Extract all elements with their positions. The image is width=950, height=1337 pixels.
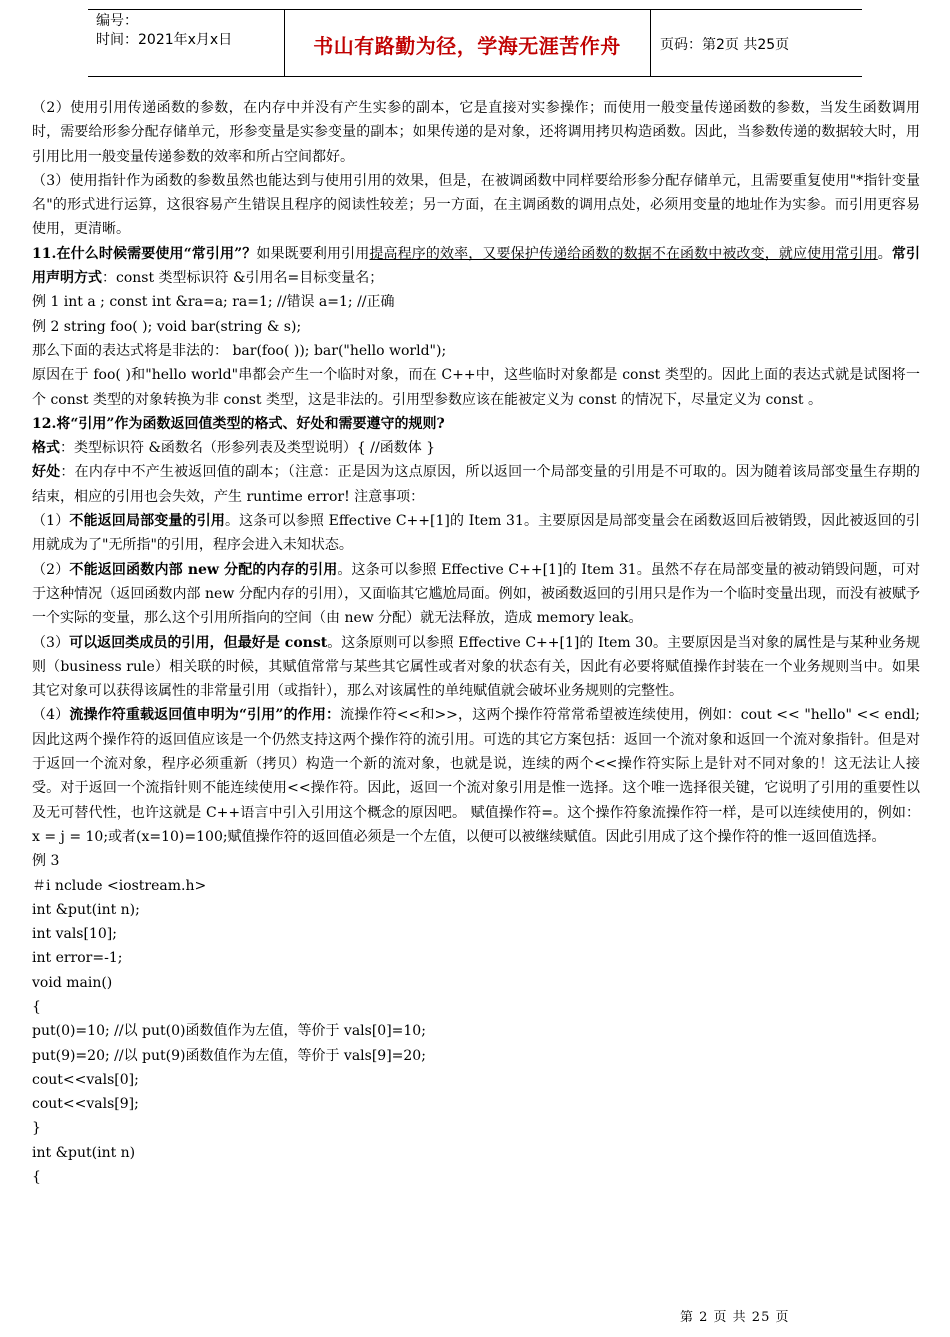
- rule-item: [32, 509, 920, 558]
- example-line: 例 1 int a ; const int &ra=a; ra=1; //错误 a=1; //正确: [32, 294, 395, 311]
- bold-text: 可以返回类成员的引用，但最好是 const: [69, 634, 328, 651]
- bold-text: 不能返回函数内部 new 分配的内存的引用: [69, 561, 338, 578]
- text-run: 如果既要利用引用: [256, 245, 370, 262]
- code-line: {: [32, 1169, 41, 1186]
- paragraph: （3）使用指针作为函数的参数虽然也能达到与使用引用的效果，但是，在被调函数中同样要给形参分配存储单元，且需要重复使用"*指针变量名"的形式进行运算，这很容易产生错误且程序的阅读性较差；另一方面，在主调函数的调用点处，必须用变量的地址作为实参。而引用更容易使用，更清晰。: [32, 172, 920, 238]
- text-run: ：类型标识符 &函数名（形参列表及类型说明）{ //函数体 }: [60, 440, 436, 457]
- document-body: [32, 96, 920, 1189]
- code-line: cout<<vals[0];: [32, 1071, 139, 1088]
- bold-text: 格式: [32, 440, 60, 457]
- rule-item: [32, 703, 920, 849]
- text-run: 。这条原则可以参照 Effective C++[1]的 Item 30。主要原因是当对象的属性是与某种业务规则（business rule）相关联的时候，其赋值常常与某些其它属性或者对象的状态有关，因此有必要将赋值操作封装在一个业务规则当中。如果其它对象可以获得该属性的非常量引用（或指针），那么对该属性的单纯赋值就会破坏业务规则的完整性。: [32, 634, 920, 700]
- code-line: int &put(int n);: [32, 901, 140, 918]
- text-run: （2）: [32, 561, 70, 578]
- code-line: int error=-1;: [32, 950, 123, 967]
- bold-text: 不能返回局部变量的引用: [69, 513, 225, 530]
- page-footer: 第 2 页 共 25 页: [680, 1310, 790, 1325]
- code-line: put(9)=20; //以 put(9)函数值作为左值，等价于 vals[9]=20;: [32, 1047, 426, 1064]
- paragraph: （2）使用引用传递函数的参数，在内存中并没有产生实参的副本，它是直接对实参操作；而使用一般变量传递函数的参数，当发生函数调用时，需要给形参分配存储单元，形参变量是实参变量的副本；如果传递的是对象，还将调用拷贝构造函数。因此，当参数传递的数据较大时，用引用比用一般变量传递参数的效率和所占空间都好。: [32, 100, 920, 165]
- code-line: ＃i nclude <iostream.h>: [32, 877, 207, 894]
- header-divider: [650, 10, 651, 76]
- page-header: [88, 9, 862, 77]
- example-line: 例 2 string foo( ); void bar(string & s);: [32, 318, 302, 335]
- paragraph: 原因在于 foo( )和"hello world"串都会产生一个临时对象，而在 C++中，这些临时对象都是 const 类型的。因此上面的表达式就是试图将一个 const 类型的对象转换为非 const 类型，这是非法的。引用型参数应该在能被定义为 const 的情况下，尽量定义为 const 。: [32, 367, 920, 408]
- code-line: int vals[10];: [32, 926, 117, 943]
- text-run: （3）: [32, 634, 70, 651]
- header-page-number: 页码：第2页 共25页: [660, 37, 790, 53]
- text-run: 流操作符<<和>>，这两个操作符常常希望被连续使用，例如：cout << "hello" << endl; 因此这两个操作符的返回值应该是一个仍然支持这两个操作符的流引用。可选的其它方案包括：返回一个流对象和返回一个流对象指针。但是对于返回一个流对象，程序必须重新（拷贝）构造一个新的流对象，也就是说，连续的两个<<操作符实际上是针对不同对象的！这无法让人接受。对于返回一个流指针则不能连续使用<<操作符。因此，返回一个流对象引用是惟一选择。这个唯一选择很关键，它说明了引用的重要性以及无可替代性，也许这就是 C++语言中引入引用这个概念的原因吧。 赋值操作符=。这个操作符象流操作符一样，是可以连续使用的，例如： x = j = 10;或者(x=10)=100;赋值操作符的返回值必须是一个左值，以便可以被继续赋值。因此引用成了这个操作符的惟一返回值选择。: [32, 707, 920, 845]
- format-line: [32, 436, 920, 460]
- text-run: 。这条可以参照 Effective C++[1]的 Item 31。主要原因是局部变量会在函数返回后被销毁，因此被返回的引用就成为了"无所指"的引用，程序会进入未知状态。: [32, 513, 920, 554]
- code-line: 例 3: [32, 853, 60, 870]
- paragraph: 那么下面的表达式将是非法的： bar(foo( )); bar("hello world");: [32, 342, 447, 359]
- code-line: }: [32, 1120, 41, 1137]
- text-run: （1）: [32, 513, 70, 530]
- code-line: {: [32, 998, 41, 1015]
- question-heading: 12.将“引用”作为函数返回值类型的格式、好处和需要遵守的规则?: [32, 415, 445, 432]
- bold-text: 好处: [32, 464, 61, 481]
- code-line: put(0)=10; //以 put(0)函数值作为左值，等价于 vals[0]=10;: [32, 1023, 426, 1040]
- document-time-label: 时间：2021年x月x日: [96, 32, 233, 48]
- bold-text: 常引用声明方式: [32, 245, 921, 287]
- question-11: [32, 242, 920, 291]
- document-number-label: 编号：: [96, 13, 138, 29]
- bold-text: 流操作符重载返回值申明为“引用”的作用：: [69, 707, 341, 724]
- text-run: 。: [877, 245, 892, 262]
- code-line: void main(): [32, 974, 113, 991]
- text-run: ：在内存中不产生被返回值的副本；（注意：正是因为这点原因，所以返回一个局部变量的引用是不可取的。因为随着该局部变量生存期的结束，相应的引用也会失效，产生 runtime error! 注意事项：: [32, 464, 920, 505]
- header-divider: [284, 10, 285, 76]
- underlined-text: 提高程序的效率，又要保护传递给函数的数据不在函数中被改变，就应使用常引用: [369, 245, 878, 262]
- question-heading: 11.在什么时候需要使用“常引用”？: [32, 245, 257, 262]
- code-line: int &put(int n): [32, 1144, 136, 1161]
- text-run: ：const 类型标识符 &引用名=目标变量名；: [102, 270, 384, 287]
- header-meta: [96, 12, 282, 50]
- rule-item: [32, 631, 920, 704]
- text-run: （4）: [32, 707, 70, 724]
- header-motto: 书山有路勤为径，学海无涯苦作舟: [313, 34, 621, 58]
- benefit-paragraph: [32, 460, 920, 509]
- code-line: cout<<vals[9];: [32, 1096, 139, 1113]
- rule-item: [32, 558, 920, 631]
- text-run: 。这条可以参照 Effective C++[1]的 Item 31。虽然不存在局部变量的被动销毁问题，可对于这种情况（返回函数内部 new 分配内存的引用），又面临其它尴尬局面。例如，被函数返回的引用只是作为一个临时变量出现，而没有被赋予一个实际的变量，那么这个引用所指向的空间（由 new 分配）就无法释放，造成 memory leak。: [32, 561, 920, 627]
